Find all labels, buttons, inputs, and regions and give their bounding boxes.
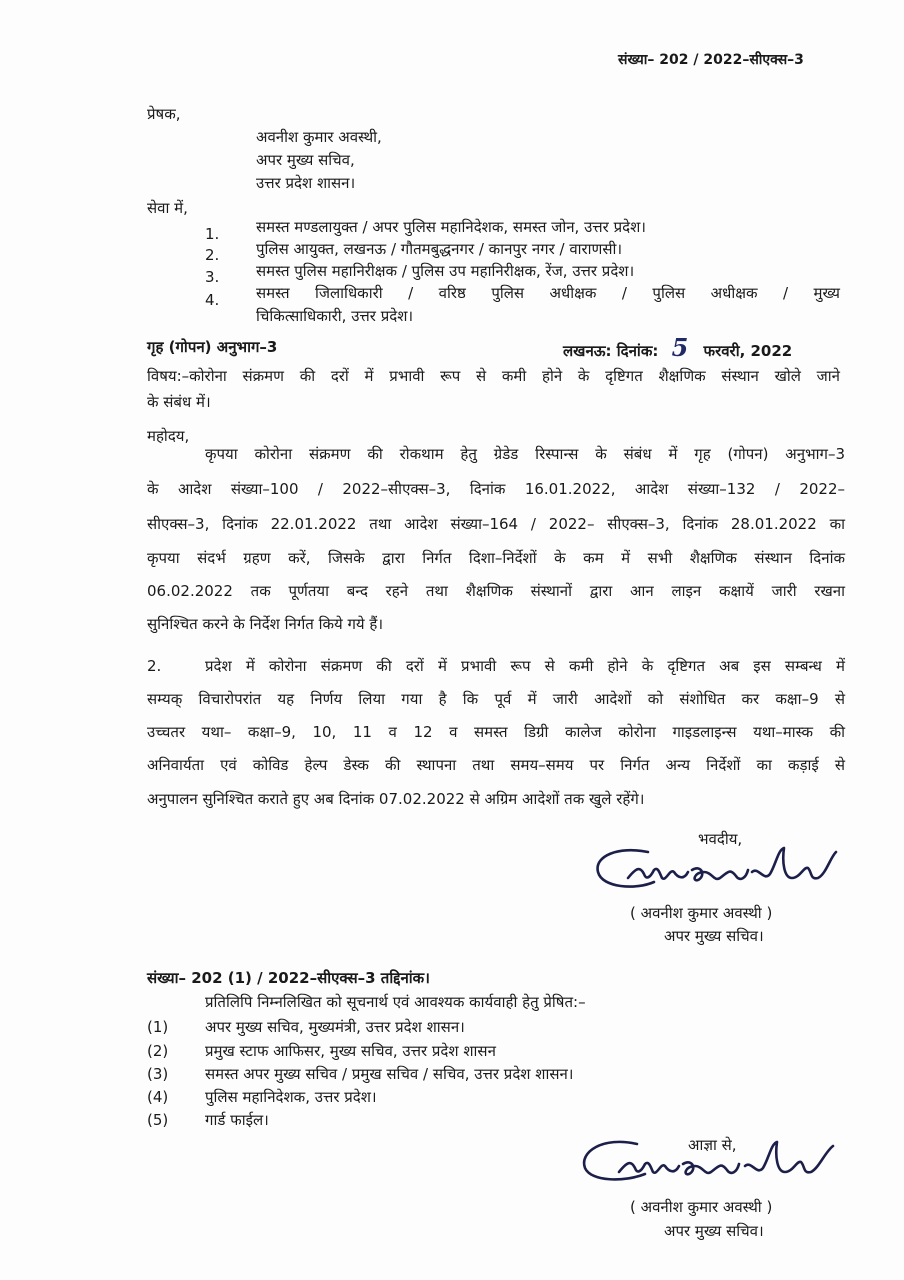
date-prefix: लखनऊ: दिनांक:	[563, 342, 659, 360]
paragraph-number: 2.	[147, 657, 162, 675]
paragraph-text: सीएक्स–3, दिनांक 22.01.2022 तथा आदेश संख्या–164 / 2022– सीएक्स–3, दिनांक 28.01.2022 का	[147, 515, 845, 533]
sender-department: उत्तर प्रदेश शासन।	[256, 174, 356, 192]
paragraph-line	[147, 548, 845, 569]
paragraph-line	[147, 581, 845, 602]
recipient-number: 1.	[205, 225, 220, 243]
signature	[575, 1132, 860, 1192]
paragraph-text: उच्चतर यथा– कक्षा–9, 10, 11 व 12 व समस्त डिग्री कालेज कोरोना गाइडलाइन्स यथा–मास्क की	[147, 723, 845, 741]
paragraph-text: प्रदेश में कोरोना संक्रमण की दरों में प्रभावी रूप से कमी होने के दृष्टिगत अब इस सम्बन्ध में	[205, 657, 845, 675]
signatory-designation: अपर मुख्य सचिव।	[664, 1222, 764, 1240]
paragraph-line: सुनिश्चित करने के निर्देश निर्गत किये गये हैं।	[147, 615, 384, 633]
valediction: भवदीय,	[698, 830, 743, 848]
sender-designation: अपर मुख्य सचिव,	[256, 151, 355, 169]
copy-item: पुलिस महानिदेशक, उत्तर प्रदेश।	[205, 1088, 377, 1106]
copy-item-number: (2)	[147, 1042, 169, 1060]
copy-item-number: (5)	[147, 1111, 169, 1129]
signatory-designation: अपर मुख्य सचिव।	[664, 927, 764, 945]
copy-item: समस्त अपर मुख्य सचिव / प्रमुख सचिव / सचिव, उत्तर प्रदेश शासन।	[205, 1065, 574, 1083]
subject-line: विषय:–कोरोना संक्रमण की दरों में प्रभावी रूप से कमी होने के दृष्टिगत शैक्षणिक संस्थान खोले जाने	[147, 367, 840, 385]
copy-item: अपर मुख्य सचिव, मुख्यमंत्री, उत्तर प्रदेश शासन।	[205, 1018, 465, 1036]
copy-item-number: (4)	[147, 1088, 169, 1106]
recipient-item	[256, 283, 840, 304]
date-suffix: फरवरी, 2022	[703, 342, 793, 360]
signatory-name: ( अवनीश कुमार अवस्थी )	[630, 904, 773, 922]
paragraph-line	[205, 656, 845, 677]
recipient-item: पुलिस आयुक्त, लखनऊ / गौतमबुद्धनगर / कानपुर नगर / वाराणसी।	[256, 240, 623, 258]
copy-item-number: (1)	[147, 1018, 169, 1036]
paragraph-line	[147, 755, 845, 776]
recipient-item: समस्त पुलिस महानिरीक्षक / पुलिस उप महानिरीक्षक, रेंज, उत्तर प्रदेश।	[256, 262, 635, 280]
salutation: महोदय,	[147, 427, 190, 445]
paragraph-text: कृपया संदर्भ ग्रहण करें, जिसके द्वारा निर्गत दिशा–निर्देशों के कम में सभी शैक्षणिक संस्थान दिनांक	[147, 549, 845, 567]
copy-intro: प्रतिलिपि निम्नलिखित को सूचनार्थ एवं आवश्यक कार्यवाही हेतु प्रेषित:–	[205, 993, 586, 1011]
copy-item-number: (3)	[147, 1065, 169, 1083]
signatory-name: ( अवनीश कुमार अवस्थी )	[630, 1198, 773, 1216]
paragraph-text: अनिवार्यता एवं कोविड हेल्प डेस्क की स्थापना तथा समय–समय पर निर्गत अन्य निर्देशों का कड़ाई से	[147, 756, 845, 774]
section-name: गृह (गोपन) अनुभाग–3	[147, 338, 278, 356]
date-handwritten-day: 5	[671, 333, 689, 362]
copy-reference: संख्या– 202 (1) / 2022–सीएक्स–3 तद्दिनांक।	[147, 969, 430, 987]
paragraph-line	[147, 722, 845, 743]
signature	[588, 838, 858, 898]
paragraph-text: 06.02.2022 तक पूर्णतया बन्द रहने तथा शैक्षणिक संस्थानों द्वारा आन लाइन कक्षायें जारी रखना	[147, 582, 845, 600]
sender-label: प्रेषक,	[147, 105, 181, 123]
paragraph-line	[147, 689, 845, 710]
recipients-label: सेवा में,	[147, 199, 188, 217]
paragraph-line	[205, 444, 845, 465]
copy-item: गार्ड फाईल।	[205, 1111, 269, 1129]
subject-line: के संबंध में।	[147, 393, 211, 411]
sender-name: अवनीश कुमार अवस्थी,	[256, 128, 382, 146]
paragraph-text: सम्यक् विचारोपरांत यह निर्णय लिया गया है कि पूर्व में जारी आदेशों को संशोधित कर कक्षा–9 से	[147, 690, 845, 708]
paragraph-line	[147, 479, 845, 500]
recipient-number: 2.	[205, 246, 220, 264]
copy-item: प्रमुख स्टाफ आफिसर, मुख्य सचिव, उत्तर प्रदेश शासन	[205, 1042, 496, 1060]
date-line	[563, 333, 793, 362]
paragraph-line: अनुपालन सुनिश्चित कराते हुए अब दिनांक 07.02.2022 से अग्रिम आदेशों तक खुले रहेंगे।	[147, 790, 645, 808]
paragraph-text: के आदेश संख्या–100 / 2022–सीएक्स–3, दिनांक 16.01.2022, आदेश संख्या–132 / 2022–	[147, 480, 845, 498]
recipient-item-line: चिकित्साधिकारी, उत्तर प्रदेश।	[256, 307, 414, 325]
reference-number: संख्या– 202 / 2022–सीएक्स–3	[618, 52, 804, 68]
paragraph-text: कृपया कोरोना संक्रमण की रोकथाम हेतु ग्रेडेड रिस्पान्स के संबंध में गृह (गोपन) अनुभाग–3	[205, 445, 845, 463]
paragraph-line	[147, 514, 845, 535]
valediction: आज्ञा से,	[688, 1136, 737, 1154]
recipient-number: 3.	[205, 268, 220, 286]
recipient-item-line: समस्त जिलाधिकारी / वरिष्ठ पुलिस अधीक्षक / पुलिस अधीक्षक / मुख्य	[256, 284, 840, 302]
recipient-item: समस्त मण्डलायुक्त / अपर पुलिस महानिदेशक, समस्त जोन, उत्तर प्रदेश।	[256, 218, 646, 236]
subject	[147, 366, 840, 387]
recipient-number: 4.	[205, 291, 220, 309]
